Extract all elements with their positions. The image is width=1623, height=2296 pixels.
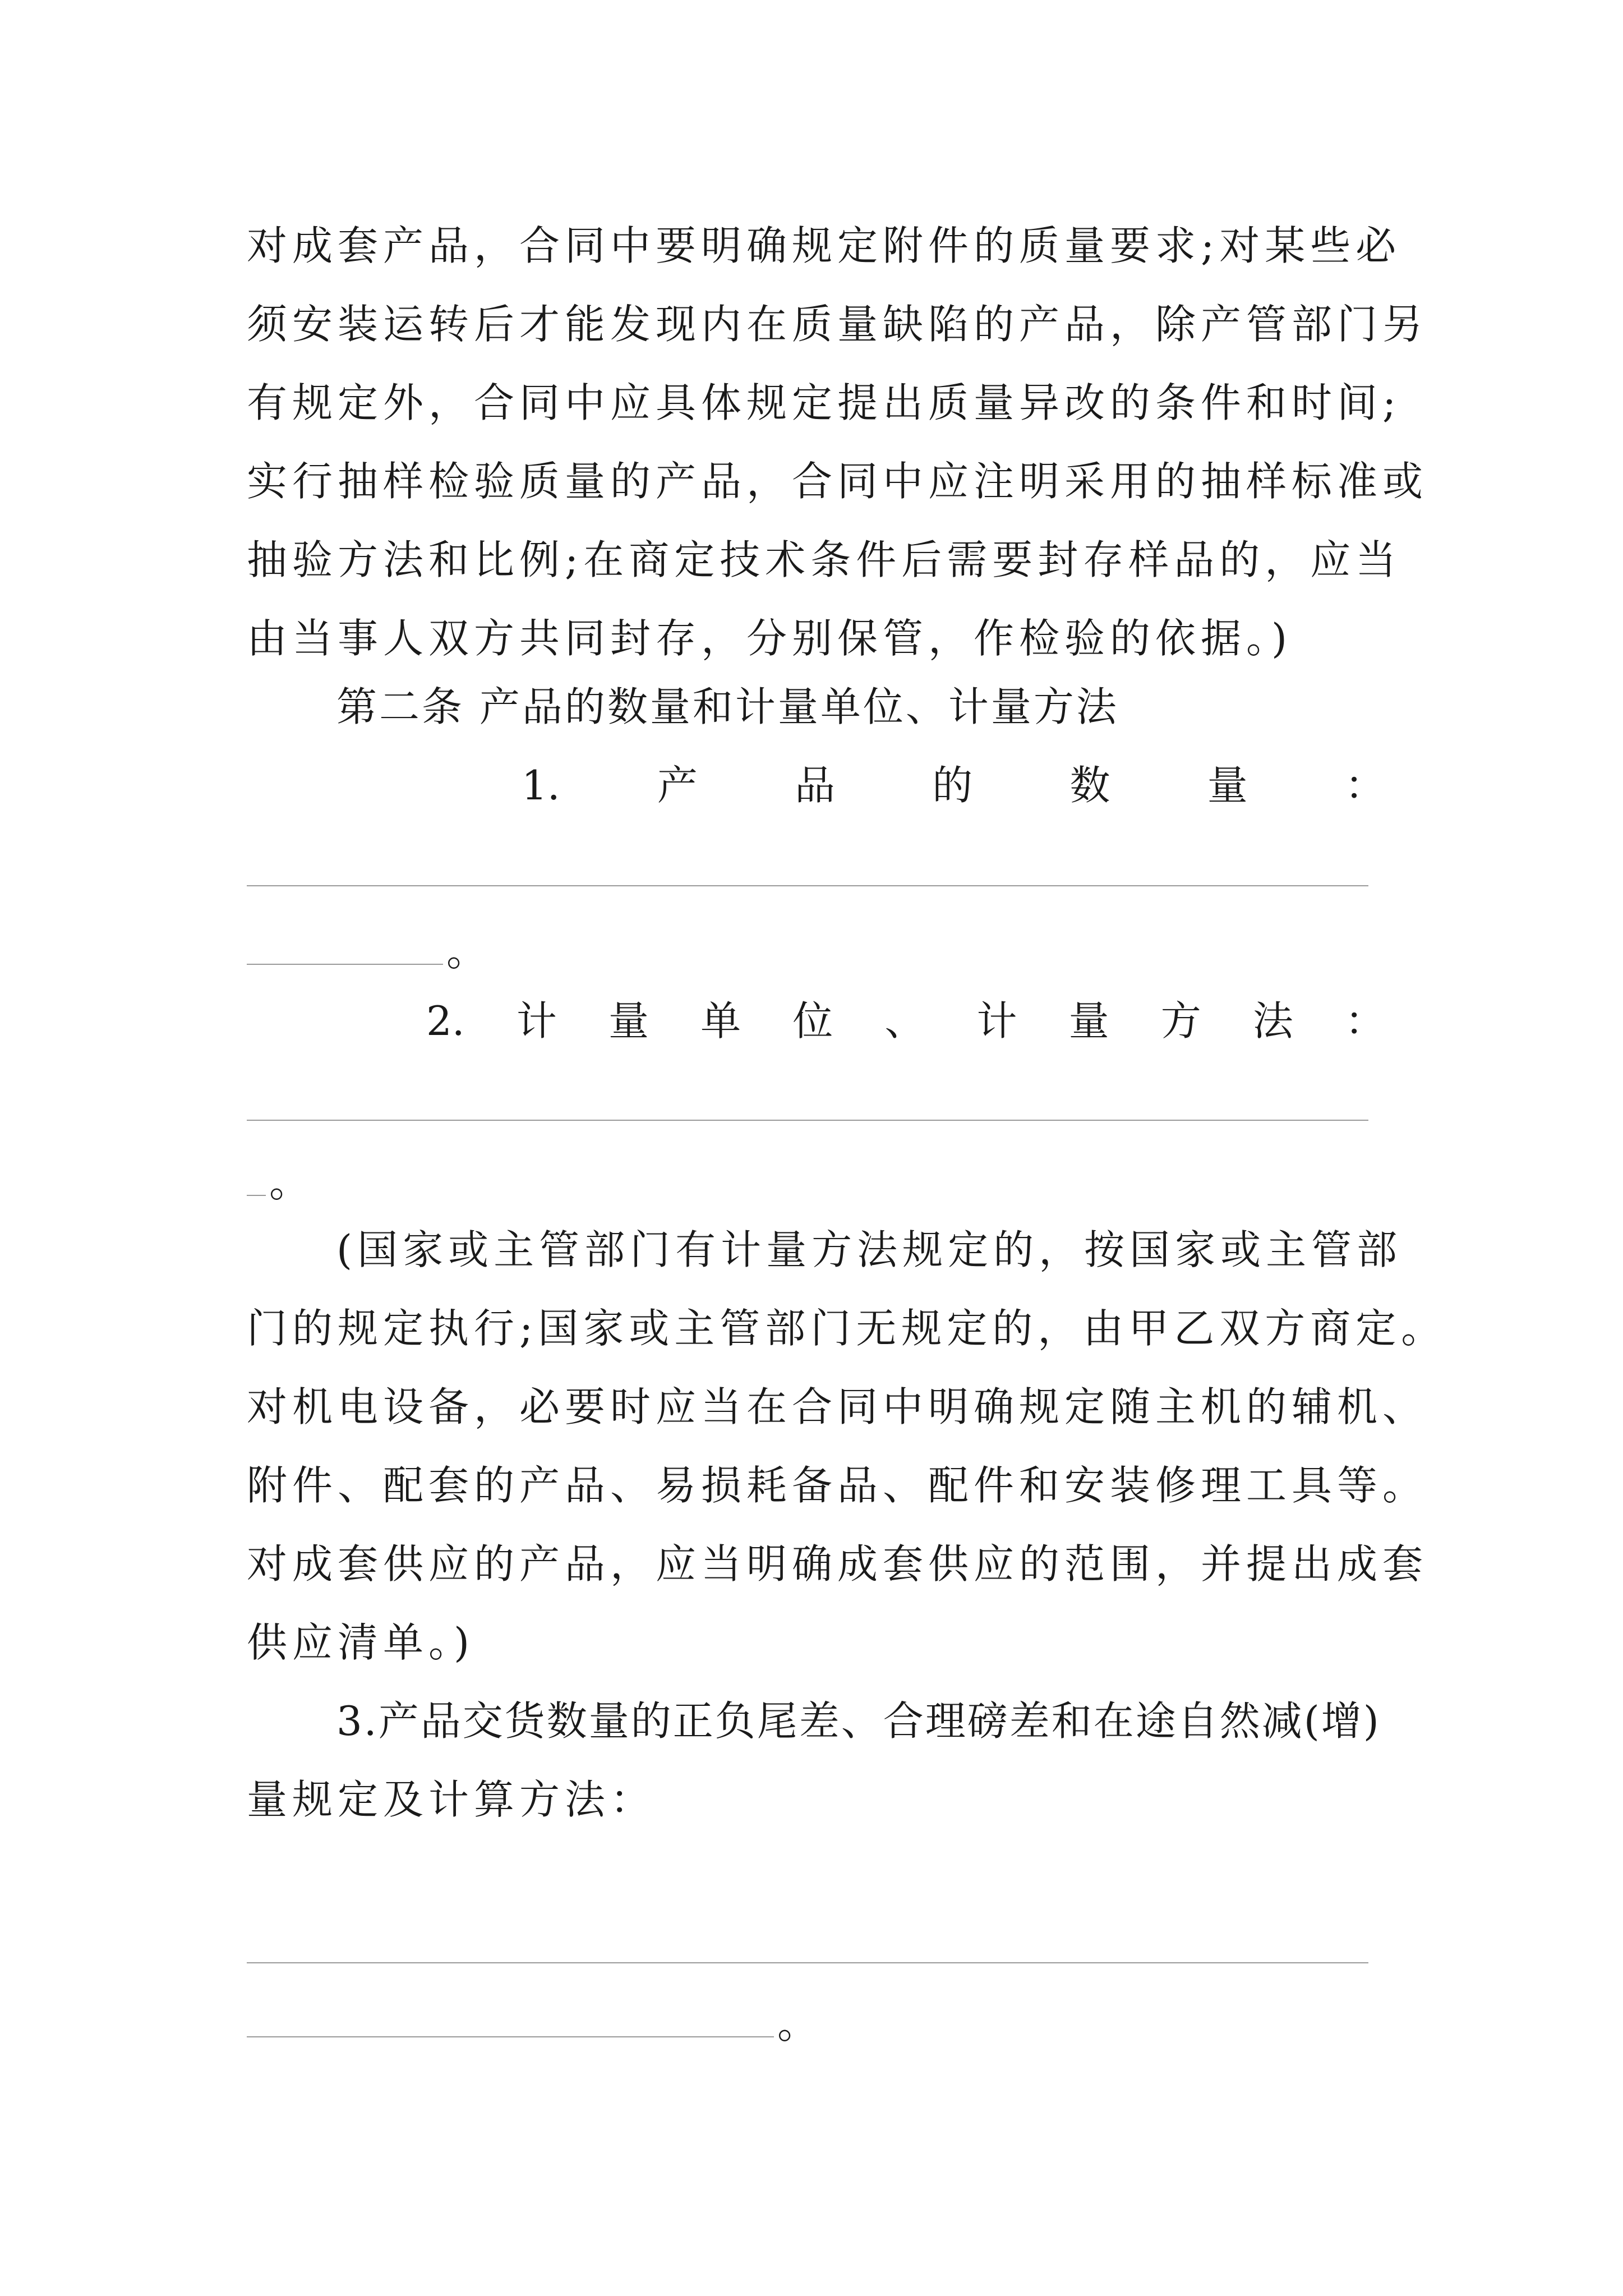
item-1-char: 数 [1069,762,1110,809]
item-2-char: 位 [792,997,833,1045]
item-1-label [522,758,1385,812]
fill-in-line[interactable] [247,930,443,965]
fill-in-blank [247,1997,818,2051]
fill-in-blank [247,924,487,978]
paragraph-line: 对成套产品，合同中要明确规定附件的质量要求;对某些必 [247,222,1401,269]
item-2-char: 2. [426,997,465,1045]
fill-in-blank [247,1156,310,1209]
paragraph-line: (国家或主管部门有计量方法规定的，按国家或主管部 [336,1226,1403,1273]
period: 。 [777,2000,818,2047]
item-2-char: 单 [700,997,741,1045]
item-1-char: 品 [795,762,836,809]
paragraph-line: 实行抽样检验质量的产品，合同中应注明采用的抽样标准或 [247,458,1428,505]
item-2-char: ： [1344,997,1385,1045]
item-1-char: 量 [1207,762,1248,809]
item-1-char: ： [1344,762,1385,809]
paragraph-line: 由当事人双方共同封存，分别保管，作检验的依据。) [247,615,1293,662]
item-2-char: 计 [516,997,557,1045]
item-1-char: 的 [932,762,973,809]
item-1-char: 产 [657,762,698,809]
paragraph-line: 门的规定执行;国家或主管部门无规定的，由甲乙双方商定。 [247,1305,1447,1352]
item-2-char: 量 [1068,997,1109,1045]
period: 。 [446,928,487,975]
item-1-char: 1. [522,762,560,809]
paragraph-line: 3.产品交货数量的正负尾差、合理磅差和在途自然减(增) [336,1697,1381,1745]
item-2-char: 、 [884,997,925,1045]
fill-in-line[interactable] [247,1962,1368,1963]
fill-in-line[interactable] [247,1120,1368,1121]
paragraph-line: 须安装运转后才能发现内在质量缺陷的产品，除产管部门另 [247,301,1428,348]
article-heading: 第二条 产品的数量和计量单位、计量方法 [336,683,1119,730]
paragraph-line: 量规定及计算方法： [247,1776,656,1823]
fill-in-line[interactable] [247,885,1368,886]
paragraph-line: 附件、配套的产品、易损耗备品、配件和安装修理工具等。 [247,1462,1428,1509]
paragraph-line: 抽验方法和比例;在商定技术条件后需要封存样品的，应当 [247,536,1401,583]
paragraph-line: 供应清单。) [247,1619,475,1666]
paragraph-line: 对机电设备，必要时应当在合同中明确规定随主机的辅机、 [247,1383,1428,1430]
item-2-char: 量 [608,997,649,1045]
item-2-char: 法 [1252,997,1293,1045]
item-2-char: 方 [1160,997,1201,1045]
paragraph-line: 有规定外，合同中应具体规定提出质量异改的条件和时间; [247,379,1401,426]
period: 。 [269,1159,310,1206]
fill-in-line[interactable] [247,1161,266,1196]
paragraph-line: 对成套供应的产品，应当明确成套供应的范围，并提出成套 [247,1540,1428,1588]
item-2-label [426,994,1385,1048]
item-2-char: 计 [976,997,1017,1045]
fill-in-line[interactable] [247,2003,774,2037]
